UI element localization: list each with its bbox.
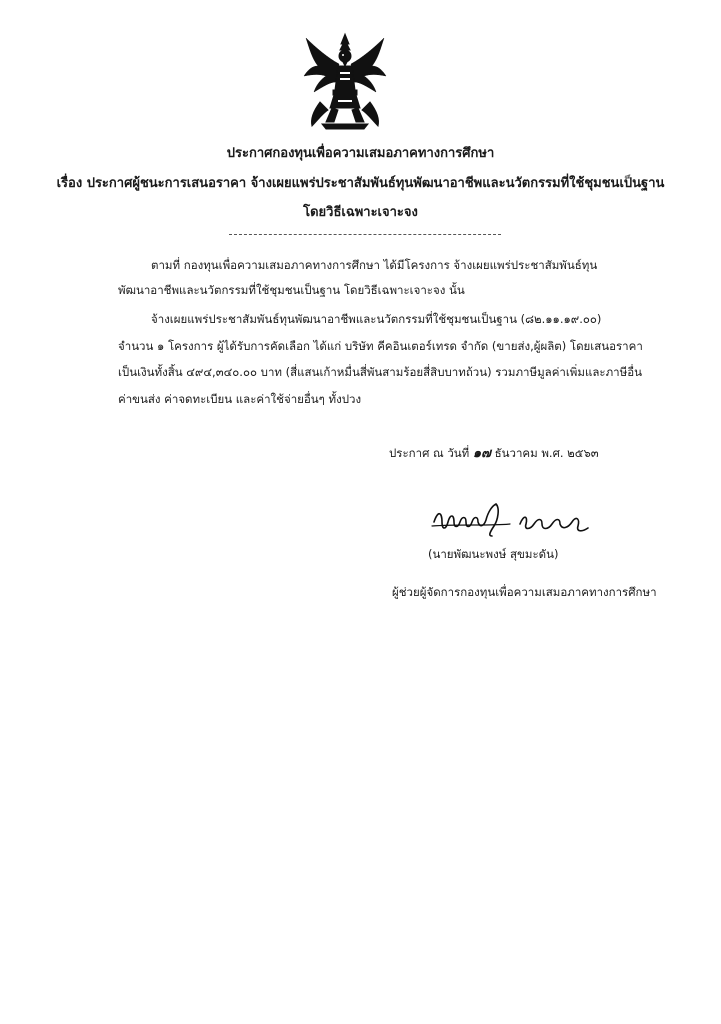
body-line: พัฒนาอาชีพและนวัตกรรมที่ใช้ชุมชนเป็นฐาน โดยวิธีเฉพาะเจาะจง นั้น	[118, 283, 465, 297]
body-line: เป็นเงินทั้งสิ้น ๔๙๔,๓๔๐.๐๐ บาท (สี่แสนเก้าหมื่นสี่พันสามร้อยสี่สิบบาทถ้วน) รวมภาษีมูลค่าเพิ่มและภาษีอื่น	[118, 365, 642, 379]
garuda-emblem-icon	[300, 30, 390, 130]
date-suffix: ธันวาคม พ.ศ. ๒๕๖๓	[494, 446, 599, 460]
body-line: จำนวน ๑ โครงการ ผู้ได้รับการคัดเลือก ได้แก่ บริษัท คีคอินเตอร์เทรด จำกัด (ขายส่ง,ผู้ผลิต) โดยเสนอราคา	[118, 339, 643, 353]
announcement-subject: เรื่อง ประกาศผู้ชนะการเสนอราคา จ้างเผยแพร่ประชาสัมพันธ์ทุนพัฒนาอาชีพและนวัตกรรมที่ใช้ชุมชนเป็นฐาน	[56, 176, 665, 191]
header-separator	[229, 234, 501, 235]
handwritten-signature	[430, 500, 590, 540]
announcement-heading: ประกาศกองทุนเพื่อความเสมอภาคทางการศึกษา	[226, 146, 495, 161]
announcement-method: โดยวิธีเฉพาะเจาะจง	[303, 205, 418, 220]
body-line: จ้างเผยแพร่ประชาสัมพันธ์ทุนพัฒนาอาชีพและนวัตกรรมที่ใช้ชุมชนเป็นฐาน (๘๒.๑๑.๑๙.๐๐)	[151, 312, 602, 326]
signatory-name: (นายพัฒนะพงษ์ สุขมะดัน)	[428, 547, 559, 561]
date-day-handwritten: ๑๗	[472, 446, 491, 461]
announcement-date	[389, 446, 599, 461]
date-prefix: ประกาศ ณ วันที่	[389, 446, 470, 460]
signatory-title: ผู้ช่วยผู้จัดการกองทุนเพื่อความเสมอภาคทางการศึกษา	[392, 585, 657, 599]
body-line: ตามที่ กองทุนเพื่อความเสมอภาคทางการศึกษา ได้มีโครงการ จ้างเผยแพร่ประชาสัมพันธ์ทุน	[151, 258, 598, 272]
body-line: ค่าขนส่ง ค่าจดทะเบียน และค่าใช้จ่ายอื่นๆ ทั้งปวง	[118, 392, 362, 406]
